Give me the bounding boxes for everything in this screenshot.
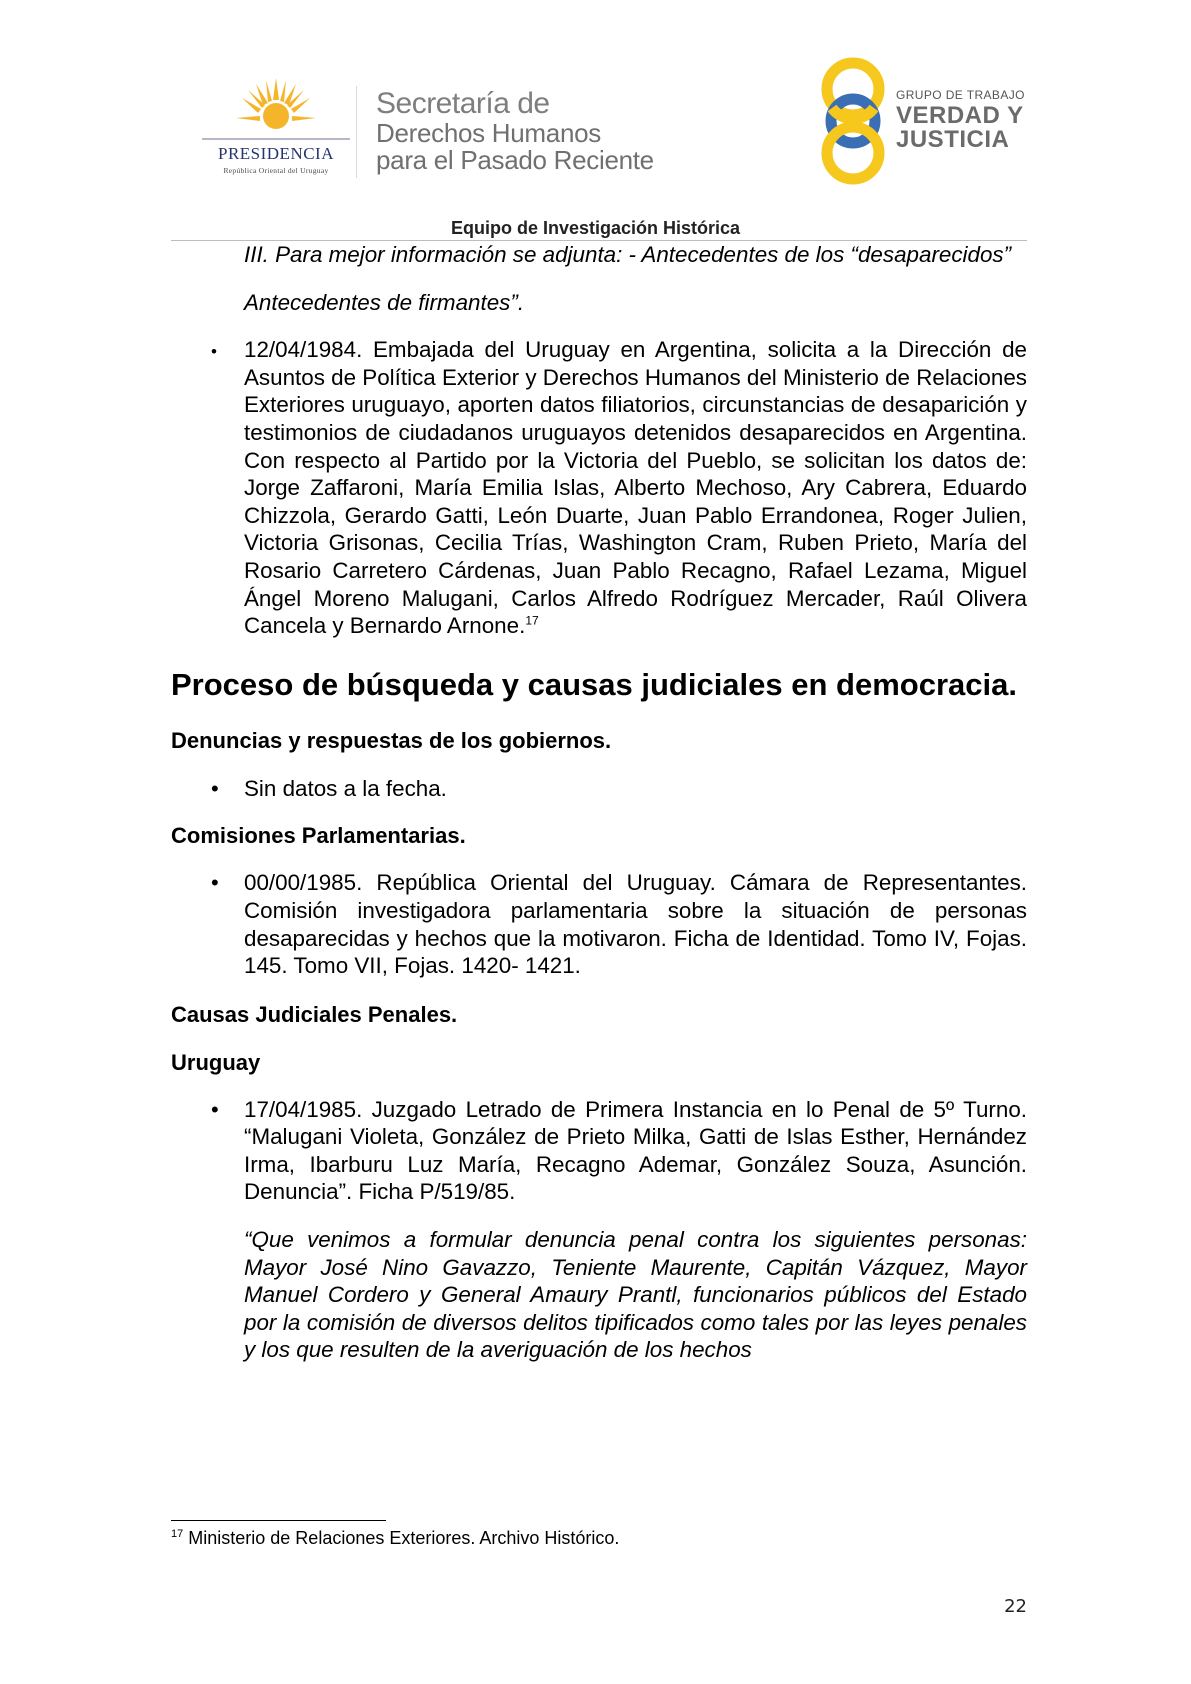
gt-subtitle: GRUPO DE TRABAJO xyxy=(896,88,1025,102)
section-heading: Proceso de búsqueda y causas judiciales en democracia. xyxy=(171,666,1017,702)
page-number: 22 xyxy=(1004,1596,1027,1617)
list-item-text: 12/04/1984. Embajada del Uruguay en Argentina, solicita a la Dirección de Asuntos de Política Exterior y Derechos Humanos del Ministerio de Relaciones Exteriores uruguayo, aporten datos filiatorios, circunstancias de desaparición y testimonios de ciudadanos uruguayos detenidos desaparecidos en Argentina. Con respecto al Partido por la Victoria del Pueblo, se solicitan los datos de: Jorge Zaffaroni, María Emilia Islas, Alberto Mechoso, Ary Cabrera, Eduardo Chizzola, Gerardo Gatti, León Duarte, Juan Pablo Errandonea, Roger Julien, Victoria Grisonas, Cecilia Trías, Washington Cram, Ruben Prieto, María del Rosario Carretero Cárdenas, Juan Pablo Recagno, Rafael Lezama, Miguel Ángel Moreno Malugani, Carlos Alfredo Rodríguez Mercader, Raúl Olivera Cancela y Bernardo Arnone. xyxy=(244,337,1027,639)
subheading-uruguay: Uruguay xyxy=(171,1049,261,1075)
bullet-icon: • xyxy=(211,775,219,801)
secretaria-logo-text xyxy=(376,88,654,174)
quote-paragraph-end: Antecedentes de firmantes”. xyxy=(244,289,525,315)
list-item-text: 17/04/1985. Juzgado Letrado de Primera Instancia en lo Penal de 5º Turno. “Malugani Violeta, González de Prieto Milka, Gatti de Islas Esther, Hernández Irma, Ibarburu Luz María, Recagno Ademar, González Souza, Asunción. Denuncia”. Ficha P/519/85. xyxy=(244,1096,1027,1205)
list-item xyxy=(211,869,1027,979)
list-item xyxy=(211,1096,1027,1206)
presidencia-logo xyxy=(196,80,356,180)
quote-paragraph-denuncia: “Que venimos a formular denuncia penal contra los siguientes personas: Mayor José Nino Gavazzo, Teniente Maurente, Capitán Vázquez, Mayor Manuel Cordero y General Amaury Prantl, funcionarios públicos del Estado por la comisión de diversos delitos tipificados como tales por las leyes penales y los que resulten de la averiguación de los hechos xyxy=(244,1227,1027,1363)
presidencia-divider xyxy=(202,138,350,140)
page-header xyxy=(0,0,1191,240)
secretaria-line-1: Secretaría de xyxy=(376,87,550,120)
subheading-denuncias: Denuncias y respuestas de los gobiernos. xyxy=(171,727,612,753)
footnote-ref: 17 xyxy=(525,613,539,628)
footnote-number: 17 xyxy=(171,1528,184,1540)
footnote-rule xyxy=(171,1520,386,1521)
quote-paragraph: III. Para mejor información se adjunta: - Antecedentes de los “desaparecidos” xyxy=(244,242,1012,267)
gt-title-line-2: JUSTICIA xyxy=(896,126,1010,153)
secretaria-line-3: para el Pasado Reciente xyxy=(376,144,654,175)
bullet-icon: • xyxy=(211,342,217,362)
bullet-icon: • xyxy=(211,1096,219,1122)
page-body xyxy=(171,241,1027,1364)
presidencia-subtitle: República Oriental del Uruguay xyxy=(223,166,329,175)
header-divider xyxy=(356,86,357,178)
presidencia-wordmark: PRESIDENCIA xyxy=(217,144,334,163)
subheading-comisiones: Comisiones Parlamentarias. xyxy=(171,823,466,849)
sun-icon xyxy=(236,76,316,138)
gt-title-line-1: VERDAD Y xyxy=(896,102,1024,129)
secretaria-line-2: Derechos Humanos xyxy=(376,117,601,148)
running-header-title: Equipo de Investigación Histórica xyxy=(450,218,741,238)
list-item-text: 00/00/1985. República Oriental del Uruguay. Cámara de Representantes. Comisión investigadora parlamentaria sobre la situación de personas desaparecidas y hechos que la motivaron. Ficha de Identidad. Tomo IV, Fojas. 145. Tomo VII, Fojas. 1420- 1421. xyxy=(244,870,1027,979)
list-item-text: Sin datos a la fecha. xyxy=(244,775,447,801)
list-item xyxy=(211,775,1027,803)
footnote-text: Ministerio de Relaciones Exteriores. Archivo Histórico. xyxy=(188,1528,620,1548)
subheading-causas: Causas Judiciales Penales. xyxy=(171,1001,458,1027)
list-item xyxy=(211,336,1027,640)
bullet-icon: • xyxy=(211,870,219,896)
footnote xyxy=(171,1528,619,1549)
verdad-justicia-logo xyxy=(820,56,1030,186)
linked-rings-icon xyxy=(820,56,890,186)
